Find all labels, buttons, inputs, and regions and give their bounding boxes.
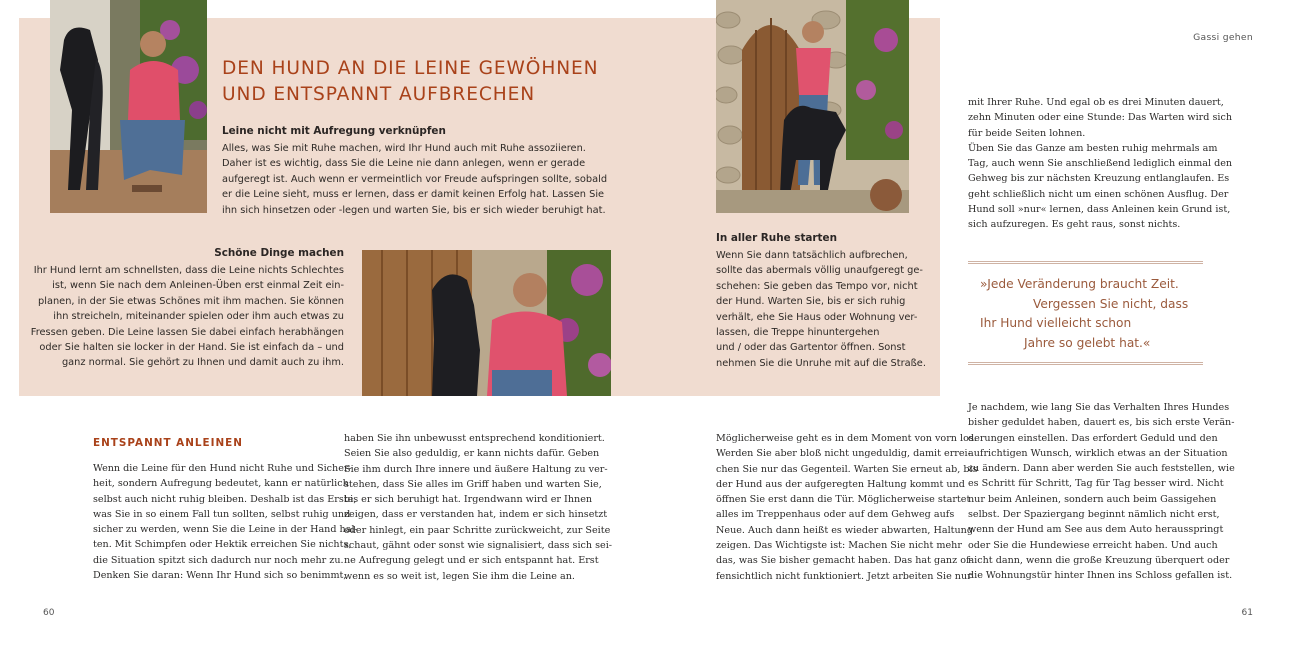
box2-line: Ihr Hund lernt am schnellsten, dass die Leine nichts Schlechtes [33,265,344,276]
body-line: zeigen, dass er verstanden hat, indem er sich hinsetzt [344,509,608,521]
body-line: wenn der Hund am See aus dem Auto herausspringt [968,524,1224,536]
body-line: was Sie in so einem Fall tun sollten, selbst ruhig und [93,508,351,520]
box1-line: Alles, was Sie mit Ruhe machen, wird Ihr Hund auch mit Ruhe assoziieren. [222,143,586,154]
box3-line: sollte das abermals völlig unaufgeregt ge- [716,265,923,277]
body-line: zehn Minuten oder eine Stunde: Das Warten wird sich [968,112,1232,124]
box3-line: nehmen Sie die Unruhe mit auf die Straße. [716,357,926,369]
box3-line: und / oder das Gartentor öffnen. Sonst [716,342,906,354]
body-line: nur beim Anleinen, sondern auch beim Gassigehen [968,493,1217,505]
title-line-2: UND ENTSPANNT AUFBRECHEN [222,84,536,105]
body-line: schaut, gähnt oder sonst wie signalisiert, dass sich sei- [344,540,613,552]
body-column-4 [968,400,1235,584]
body-line: Seien Sie also geduldig, er kann nichts dafür. Geben [344,448,600,460]
body-line: Hund soll »nur« lernen, dass Anleinen kein Grund ist, [968,204,1231,216]
box3-text [716,248,926,371]
box2-line: ihn streicheln, miteinander spielen oder ihm auch etwas zu [53,311,344,323]
box3-line: schehen: Sie geben das Tempo vor, nicht [716,280,918,292]
body-line: Gehweg bis zur nächsten Kreuzung entlanglaufen. Es [968,173,1230,185]
running-head: Gassi gehen [1193,32,1253,43]
quote-line: Vergessen Sie nicht, dass [1033,296,1189,311]
body-line: aufrichtigen Wunsch, wirklich etwas an der Situation [968,447,1228,459]
box2-heading: Schöne Dinge machen [214,247,344,259]
quote-rule-top [968,261,1203,264]
body-line: oder hinlegt, ein paar Schritte zurückweicht, zur Seite [344,524,611,536]
body-line: das, was Sie bisher gemacht haben. Das hat ganz of- [716,555,973,567]
body-line: die Situation spitzt sich dadurch nur noch mehr zu. [93,554,344,566]
box3-line: verhält, ehe Sie Haus oder Wohnung ver- [716,311,918,323]
body-line: Üben Sie das Ganze am besten ruhig mehrmals am [968,142,1218,154]
body-line: wenn es so weit ist, legen Sie ihm die Leine an. [344,570,575,582]
body-line: heit, sondern Aufregung bedeutet, kann er natürlich [93,478,349,490]
box3-line: der Hund. Warten Sie, bis er sich ruhig [716,296,906,308]
body-column-3 [716,431,978,584]
body-line: ne Aufregung gelegt und er sich entspannt hat. Erst [344,555,599,567]
box2-text [31,263,344,371]
body-column-2 [344,431,612,584]
quote-rule-bottom [968,362,1203,365]
body-line: bisher geduldet haben, dauert es, bis sich erste Verän- [968,417,1235,429]
photo-man-with-dog-kneeling [50,0,207,213]
body-column-1 [93,461,358,583]
body-line: selbst. Der Spaziergang beginnt nämlich nicht erst, [968,509,1220,521]
pull-quote [980,275,1188,353]
box2-line: oder Sie halten sie locker in der Hand. Sie ist einfach da – und [39,342,344,354]
body-line: zu ändern. Dann aber werden Sie auch feststellen, wie [968,463,1235,475]
body-line: Tag, auch wenn Sie anschließend lediglich einmal den [968,158,1233,170]
body-line: sicher zu werden, wenn Sie die Leine in der Hand hal- [93,524,358,536]
body-line: für beide Seiten lohnen. [968,127,1086,139]
box1-line: Daher ist es wichtig, dass Sie die Leine nie dann anlegen, wenn er gerade [222,158,586,170]
box3-heading: In aller Ruhe starten [716,232,837,244]
body-line: Denken Sie daran: Wenn Ihr Hund sich so benimmt, [93,570,347,582]
quote-line: »Jede Veränderung braucht Zeit. [980,277,1179,291]
body-line: geht schließlich nicht um einen schönen Ausflug. Der [968,188,1229,200]
body-line: oder Sie die Hundewiese erreicht haben. Und auch [968,539,1218,551]
body-line: es Schritt für Schritt, Tag für Tag besser wird. Nicht [968,478,1224,490]
box2-line: ganz normal. Sie gehört zu Ihnen und damit auch zu ihm. [61,357,344,369]
photo-dog-and-man-close-up [362,250,611,396]
box1-line: aufgeregt ist. Auch wenn er vermeintlich vor Freude aufspringen sollte, sobald [222,173,608,185]
page-number-right: 61 [1241,608,1253,618]
title-line-1: DEN HUND AN DIE LEINE GEWÖHNEN [222,58,599,79]
body-line: derungen einstellen. Das erfordert Geduld und den [968,432,1218,444]
quote-line: Ihr Hund vielleicht schon [980,316,1132,331]
box2-line: ist, wenn Sie nach dem Anleinen-Üben erst einmal Zeit ein- [52,280,344,292]
box1-line: ihn sich hinsetzen oder -legen und warten Sie, bis er sich wieder beruhigt hat. [222,204,606,216]
body-line: der Hund aus der aufgeregten Haltung kommt und [716,478,965,490]
box1-text [222,141,607,218]
body-line: chen Sie nur das Gegenteil. Warten Sie erneut ab, bis [716,463,978,475]
body-line: selbst auch nicht ruhig bleiben. Deshalb ist das Erste, [93,493,357,505]
body-line: Neue. Auch dann heißt es wieder abwarten, Haltung [716,524,974,536]
box1-heading: Leine nicht mit Aufregung verknüpfen [222,125,446,137]
box3-line: Wenn Sie dann tatsächlich aufbrechen, [716,250,908,261]
body-line: haben Sie ihn unbewusst entsprechend konditioniert. [344,433,605,444]
body-line: alles im Treppenhaus oder auf dem Gehweg aufs [716,509,955,521]
body-line: Werden Sie aber bloß nicht ungeduldig, damit errei- [716,448,971,460]
box2-line: planen, in der Sie etwas Schönes mit ihm machen. Sie können [38,295,344,307]
body-line: Möglicherweise geht es in dem Moment von vorn los. [716,433,977,444]
quote-line: Jahre so gelebt hat.« [1024,335,1151,350]
right-column-top-text [968,95,1232,233]
section-heading: ENTSPANNT ANLEINEN [93,437,243,449]
body-line: die Wohnungstür hinter Ihnen ins Schloss gefallen ist. [968,570,1233,582]
body-line: stehen, dass Sie alles im Griff haben und warten Sie, [344,478,602,490]
body-line: mit Ihrer Ruhe. Und egal ob es drei Minuten dauert, [968,97,1224,108]
body-line: nicht dann, wenn die große Kreuzung überquert oder [968,554,1230,566]
box1-line: er die Leine sieht, muss er lernen, dass er damit keinen Erfolg hat. Lassen Sie [222,189,605,201]
body-line: öffnen Sie erst dann die Tür. Möglicherweise startet [716,494,971,506]
body-line: Je nachdem, wie lang Sie das Verhalten Ihres Hundes [968,402,1230,413]
box2-line: Fressen geben. Die Leine lassen Sie dabei einfach herabhängen [30,326,344,338]
photo-man-at-door-with-dog [716,0,909,213]
body-line: fensichtlich nicht funktioniert. Jetzt arbeiten Sie nur [716,570,972,582]
body-line: Wenn die Leine für den Hund nicht Ruhe und Sicher- [93,463,352,474]
box3-line: lassen, die Treppe hinuntergehen [716,327,880,339]
body-line: bis er sich beruhigt hat. Irgendwann wird er Ihnen [344,494,593,506]
body-line: ten. Mit Schimpfen oder Hektik erreichen Sie nichts, [93,539,352,551]
body-line: sich aufzuregen. Es geht raus, sonst nichts. [968,219,1181,231]
body-line: Sie ihm durch Ihre innere und äußere Haltung zu ver- [344,463,608,475]
article-title [222,56,599,108]
body-line: zeigen. Das Wichtigste ist: Machen Sie nicht mehr [716,540,962,552]
page-number-left: 60 [43,608,55,618]
